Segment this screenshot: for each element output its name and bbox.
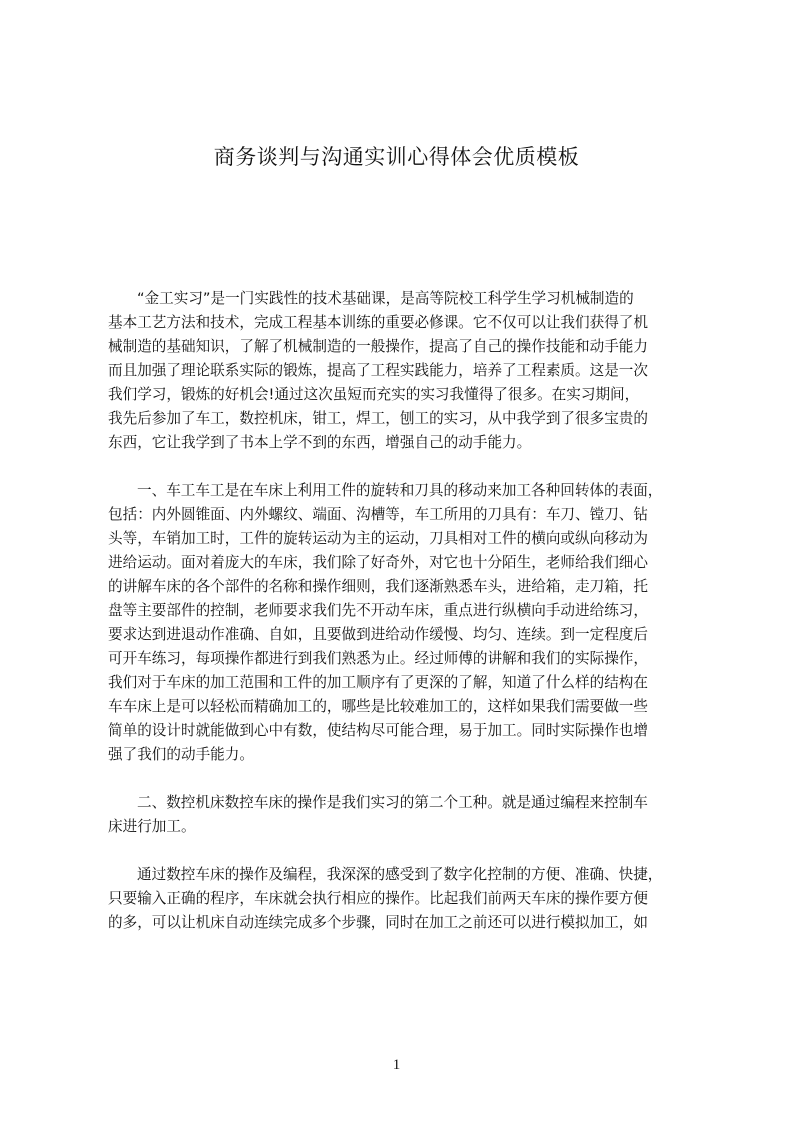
text-line: 而且加强了理论联系实际的锻炼，提高了工程实践能力，培养了工程素质。这是一次 [108, 362, 648, 379]
text-line: 只要输入正确的程序，车床就会执行相应的操作。比起我们前两天车床的操作要方便 [108, 890, 648, 907]
paragraph-cnc [108, 791, 700, 839]
page-number: 1 [392, 1057, 401, 1073]
text-line: 通过数控车床的操作及编程，我深深的感受到了数字化控制的方便、准确、快捷， [137, 866, 663, 883]
text-line: 强了我们的动手能力。 [108, 746, 254, 763]
text-line: 的多，可以让机床自动连续完成多个步骤，同时在加工之前还可以进行模拟加工，如 [108, 914, 648, 931]
text-line: 进给运动。面对着庞大的车床，我们除了好奇外，对它也十分陌生，老师给我们细心 [108, 554, 648, 571]
text-line: 我们对于车床的加工范围和工件的加工顺序有了更深的了解，知道了什么样的结构在 [108, 674, 648, 691]
text-line: 包括：内外圆锥面、内外螺纹、端面、沟槽等，车工所用的刀具有：车刀、镗刀、钻 [108, 506, 648, 523]
text-line: 要求达到进退动作准确、自如，且要做到进给动作缓慢、均匀、连续。到一定程度后 [108, 626, 648, 643]
text-line: “金工实习”是一门实践性的技术基础课，是高等院校工科学生学习机械制造的 [137, 290, 634, 307]
text-line: 我们学习，锻炼的好机会!通过这次虽短而充实的实习我懂得了很多。在实习期间， [108, 386, 640, 403]
text-line: 东西，它让我学到了书本上学不到的东西，增强自己的动手能力。 [108, 434, 532, 451]
text-line: 简单的设计时就能做到心中有数，使结构尽可能合理，易于加工。同时实际操作也增 [108, 722, 648, 739]
paragraph-programming [108, 863, 700, 935]
text-line: 盘等主要部件的控制，老师要求我们先不开动车床，重点进行纵横向手动进给练习， [108, 602, 648, 619]
body-text [108, 287, 700, 959]
text-line: 床进行加工。 [108, 818, 196, 835]
text-line: 车车床上是可以轻松而精确加工的，哪些是比较难加工的，这样如果我们需要做一些 [108, 698, 648, 715]
text-line: 二、数控机床数控车床的操作是我们实习的第二个工种。就是通过编程来控制车 [137, 794, 648, 811]
text-line: 我先后参加了车工，数控机床，钳工，焊工，刨工的实习，从中我学到了很多宝贵的 [108, 410, 648, 427]
text-line: 基本工艺方法和技术，完成工程基本训练的重要必修课。它不仅可以让我们获得了机 [108, 314, 648, 331]
text-line: 一、车工车工是在车床上利用工件的旋转和刀具的移动来加工各种回转体的表面， [137, 482, 663, 499]
text-line: 的讲解车床的各个部件的名称和操作细则，我们逐渐熟悉车头，进给箱，走刀箱，托 [108, 578, 648, 595]
text-line: 头等，车销加工时，工件的旋转运动为主的运动，刀具相对工件的横向或纵向移动为 [108, 530, 648, 547]
paragraph-lathe [108, 479, 700, 767]
page-title: 商务谈判与沟通实训心得体会优质模板 [213, 145, 580, 169]
text-line: 可开车练习，每项操作都进行到我们熟悉为止。经过师傅的讲解和我们的实际操作， [108, 650, 648, 667]
text-line: 械制造的基础知识，了解了机械制造的一般操作，提高了自己的操作技能和动手能力 [108, 338, 648, 355]
paragraph-intro [108, 287, 700, 455]
